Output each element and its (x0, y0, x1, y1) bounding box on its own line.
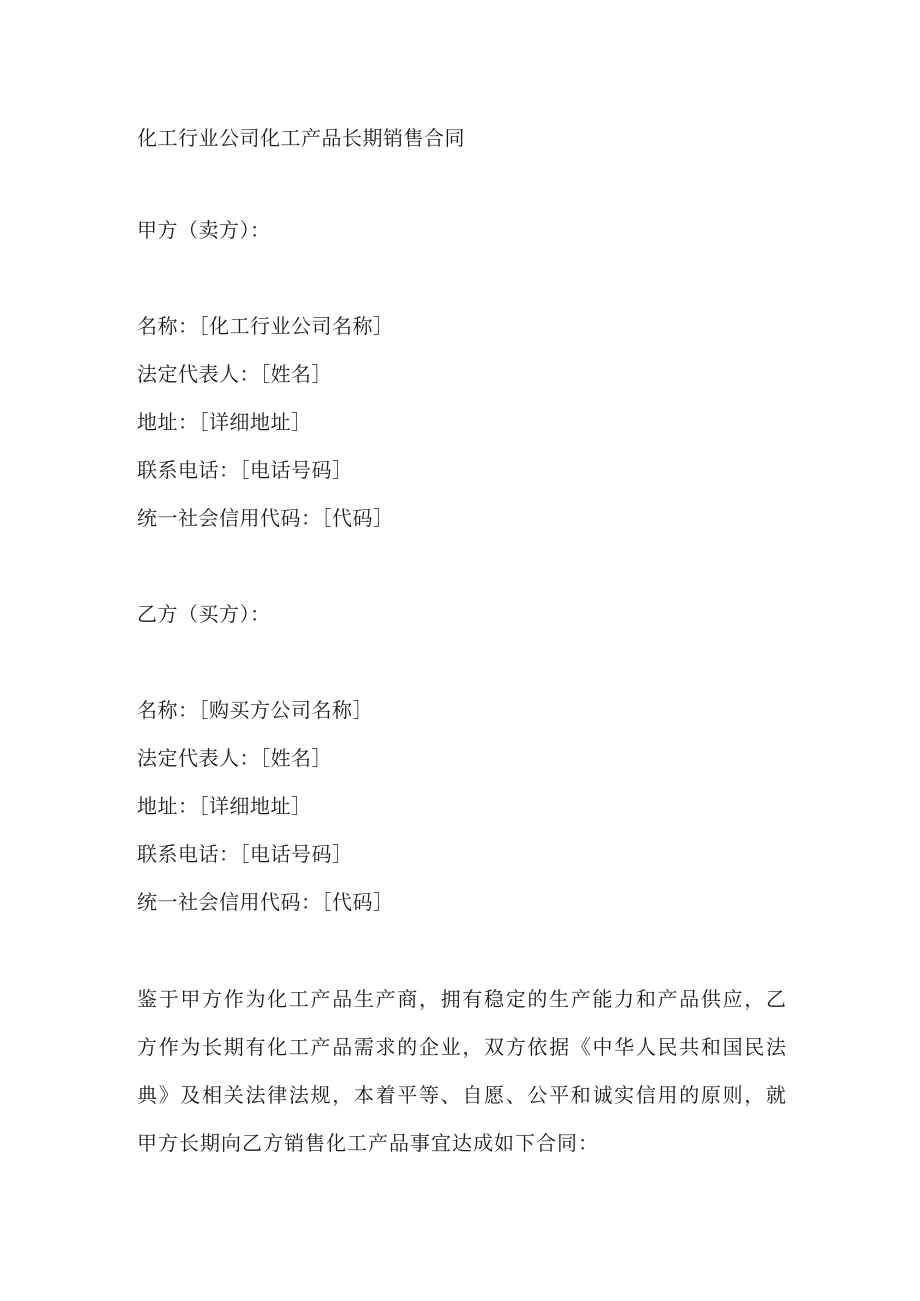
party-a-name: 名称：［化工行业公司名称］ (137, 314, 394, 338)
party-b-heading: 乙方（买方）： (137, 602, 271, 626)
preamble-paragraph: 鉴于甲方作为化工产品生产商，拥有稳定的生产能力和产品供应，乙方作为长期有化工产品需求的企业，双方依据《中华人民共和国民法典》及相关法律法规，本着平等、自愿、公平和诚实信用的原则，就甲方长期向乙方销售化工产品事宜达成如下合同： (137, 987, 787, 1155)
party-b-phone: 联系电话：［电话号码］ (137, 842, 353, 866)
party-b-address: 地址：［详细地址］ (137, 794, 312, 818)
contract-title: 化工行业公司化工产品长期销售合同 (137, 126, 465, 150)
party-a-phone: 联系电话：［电话号码］ (137, 458, 353, 482)
party-b-legal-rep: 法定代表人：［姓名］ (137, 746, 332, 770)
party-a-address: 地址：［详细地址］ (137, 410, 312, 434)
party-b-name: 名称：［购买方公司名称］ (137, 698, 373, 722)
party-a-legal-rep: 法定代表人：［姓名］ (137, 362, 332, 386)
party-a-credit-code: 统一社会信用代码：［代码］ (137, 506, 394, 530)
party-b-credit-code: 统一社会信用代码：［代码］ (137, 890, 394, 914)
party-a-heading: 甲方（卖方）： (137, 218, 271, 242)
